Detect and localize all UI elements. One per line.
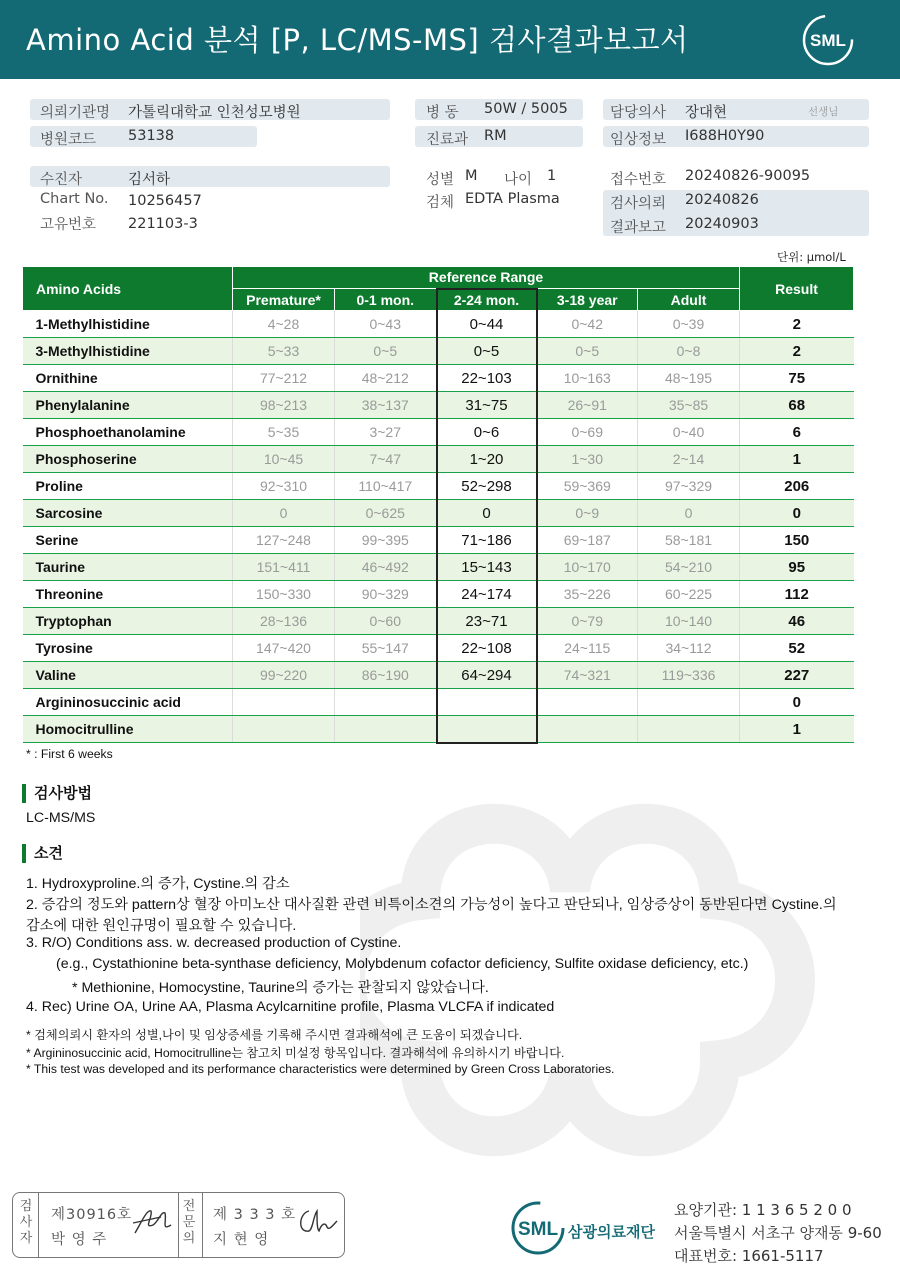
specimen-value: EDTA Plasma	[465, 191, 560, 207]
range-cell-highlight: 71~186	[437, 527, 537, 554]
table-row	[23, 554, 854, 581]
tester-name: 박 영 주	[51, 1232, 108, 1248]
dept-value: RM	[484, 128, 507, 144]
method-text: LC-MS/MS	[26, 810, 96, 826]
range-cell-highlight: 23~71	[437, 608, 537, 635]
range-cell: 92~310	[233, 473, 335, 500]
signature-divider	[178, 1193, 179, 1257]
specialist-name: 지 현 영	[213, 1232, 270, 1248]
finding-line: 2. 증감의 정도와 pattern상 혈장 아미노산 대사질환 관련 비특이소견의 가능성이 높다고 판단되나, 임상증상이 동반된다면 Cystine.의	[26, 897, 837, 913]
report-header	[0, 0, 900, 79]
range-cell: 127~248	[233, 527, 335, 554]
hospital-label: 의뢰기관명	[40, 105, 111, 121]
range-cell-highlight: 0~5	[437, 338, 537, 365]
range-cell: 0~79	[537, 608, 638, 635]
col-amino-acids: Amino Acids	[23, 267, 233, 311]
unique-value: 221103-3	[128, 216, 198, 232]
result-cell: 68	[740, 392, 854, 419]
result-cell: 0	[740, 689, 854, 716]
range-cell: 86~190	[335, 662, 437, 689]
range-cell-highlight: 52~298	[437, 473, 537, 500]
range-cell: 0~42	[537, 311, 638, 338]
range-cell: 48~195	[638, 365, 740, 392]
finding-line: (e.g., Cystathionine beta-synthase deficiency, Molybdenum cofactor deficiency, Sulfite oxidase deficiency, etc.)	[56, 956, 749, 972]
amino-name: Phosphoethanolamine	[23, 419, 233, 446]
result-cell: 1	[740, 446, 854, 473]
sex-value: M	[465, 168, 478, 184]
range-cell	[537, 689, 638, 716]
table-row	[23, 527, 854, 554]
request-value: 20240826	[685, 192, 759, 208]
range-cell: 35~226	[537, 581, 638, 608]
amino-name: Phosphoserine	[23, 446, 233, 473]
finding-line: 4. Rec) Urine OA, Urine AA, Plasma Acylcarnitine profile, Plasma VLCFA if indicated	[26, 999, 555, 1015]
result-cell: 150	[740, 527, 854, 554]
range-cell-highlight: 64~294	[437, 662, 537, 689]
result-cell: 95	[740, 554, 854, 581]
range-cell: 4~28	[233, 311, 335, 338]
range-cell: 147~420	[233, 635, 335, 662]
code-label: 병원코드	[40, 132, 97, 148]
hospital-value: 가톨릭대학교 인천성모병원	[128, 105, 301, 121]
amino-name: Argininosuccinic acid	[23, 689, 233, 716]
range-cell: 24~115	[537, 635, 638, 662]
range-cell-highlight: 15~143	[437, 554, 537, 581]
amino-name: Valine	[23, 662, 233, 689]
range-cell: 119~336	[638, 662, 740, 689]
table-row	[23, 635, 854, 662]
range-cell: 26~91	[537, 392, 638, 419]
table-row	[23, 365, 854, 392]
footer-address: 서울특별시 서초구 양재동 9-60	[674, 1224, 882, 1242]
note-line: * Argininosuccinic acid, Homocitrulline는 참고치 미설정 항목입니다. 결과해석에 유의하시기 바랍니다.	[26, 1046, 565, 1060]
doctor-label: 담당의사	[610, 105, 667, 121]
amino-name: Homocitrulline	[23, 716, 233, 743]
col-3-18year: 3-18 year	[537, 289, 638, 311]
range-cell: 48~212	[335, 365, 437, 392]
range-cell-highlight: 22~108	[437, 635, 537, 662]
footer-org-name: 삼광의료재단	[568, 1223, 655, 1241]
range-cell: 0~60	[335, 608, 437, 635]
range-cell: 35~85	[638, 392, 740, 419]
amino-name: Tryptophan	[23, 608, 233, 635]
tester-number: 제30916호	[51, 1207, 133, 1223]
finding-line: 1. Hydroxyproline.의 증가, Cystine.의 감소	[26, 876, 290, 892]
range-cell: 7~47	[335, 446, 437, 473]
range-cell: 34~112	[638, 635, 740, 662]
amino-name: Taurine	[23, 554, 233, 581]
table-row	[23, 689, 854, 716]
amino-acid-table	[22, 266, 854, 744]
range-cell	[233, 689, 335, 716]
range-cell: 3~27	[335, 419, 437, 446]
signature-divider	[38, 1193, 39, 1257]
range-cell	[638, 689, 740, 716]
result-cell: 52	[740, 635, 854, 662]
col-2-24mon: 2-24 mon.	[437, 289, 537, 311]
amino-name: Phenylalanine	[23, 392, 233, 419]
report-title: Amino Acid 분석 [P, LC/MS-MS] 검사결과보고서	[26, 23, 689, 57]
result-cell: 1	[740, 716, 854, 743]
report-date-value: 20240903	[685, 216, 759, 232]
table-row	[23, 419, 854, 446]
receipt-label: 접수번호	[610, 172, 667, 188]
result-cell: 112	[740, 581, 854, 608]
chart-label: Chart No.	[40, 191, 109, 207]
range-cell: 0~43	[335, 311, 437, 338]
table-row	[23, 338, 854, 365]
range-cell: 110~417	[335, 473, 437, 500]
range-cell: 46~492	[335, 554, 437, 581]
range-cell: 5~33	[233, 338, 335, 365]
footer-code: 요양기관: 1 1 3 6 5 2 0 0	[674, 1201, 852, 1219]
age-label: 나이	[504, 172, 533, 188]
result-cell: 46	[740, 608, 854, 635]
amino-name: Serine	[23, 527, 233, 554]
range-cell: 10~163	[537, 365, 638, 392]
range-cell-highlight: 22~103	[437, 365, 537, 392]
table-row	[23, 716, 854, 743]
result-cell: 2	[740, 311, 854, 338]
col-0-1mon: 0-1 mon.	[335, 289, 437, 311]
range-cell: 5~35	[233, 419, 335, 446]
range-cell: 0~9	[537, 500, 638, 527]
result-cell: 6	[740, 419, 854, 446]
amino-name: 1-Methylhistidine	[23, 311, 233, 338]
specialist-signature-icon	[293, 1203, 339, 1239]
unique-label: 고유번호	[40, 217, 97, 233]
amino-name: Ornithine	[23, 365, 233, 392]
range-cell: 0~5	[537, 338, 638, 365]
range-cell: 2~14	[638, 446, 740, 473]
doctor-suffix: 선생님	[808, 106, 839, 118]
range-cell-highlight: 0	[437, 500, 537, 527]
table-row	[23, 662, 854, 689]
range-cell: 0~5	[335, 338, 437, 365]
range-cell-highlight: 31~75	[437, 392, 537, 419]
col-premature: Premature*	[233, 289, 335, 311]
table-row	[23, 473, 854, 500]
range-cell: 55~147	[335, 635, 437, 662]
col-adult: Adult	[638, 289, 740, 311]
range-cell: 151~411	[233, 554, 335, 581]
note-line: * 검체의뢰시 환자의 성별,나이 및 임상증세를 기록해 주시면 결과해석에 큰 도움이 되겠습니다.	[26, 1028, 523, 1042]
table-row	[23, 608, 854, 635]
range-cell: 74~321	[537, 662, 638, 689]
finding-line: 3. R/O) Conditions ass. w. decreased production of Cystine.	[26, 935, 402, 951]
ward-label: 병 동	[426, 105, 459, 121]
range-cell: 38~137	[335, 392, 437, 419]
range-cell: 0~40	[638, 419, 740, 446]
range-cell	[537, 716, 638, 743]
range-cell: 77~212	[233, 365, 335, 392]
range-cell: 10~170	[537, 554, 638, 581]
table-row	[23, 581, 854, 608]
table-footnote: * : First 6 weeks	[26, 747, 113, 761]
range-cell: 59~369	[537, 473, 638, 500]
tester-signature-icon	[131, 1203, 177, 1239]
range-cell-highlight	[437, 716, 537, 743]
table-row	[23, 311, 854, 338]
unit-label: 단위: μmol/L	[777, 250, 846, 264]
range-cell: 0	[233, 500, 335, 527]
clinical-value: I688H0Y90	[685, 128, 765, 144]
receipt-value: 20240826-90095	[685, 168, 811, 184]
report-date-label: 결과보고	[610, 220, 667, 236]
range-cell: 0	[638, 500, 740, 527]
range-cell-highlight: 24~174	[437, 581, 537, 608]
range-cell: 0~625	[335, 500, 437, 527]
amino-name: Tyrosine	[23, 635, 233, 662]
range-cell: 0~69	[537, 419, 638, 446]
findings-heading: 소견	[22, 844, 63, 863]
range-cell: 28~136	[233, 608, 335, 635]
result-cell: 227	[740, 662, 854, 689]
range-cell: 10~140	[638, 608, 740, 635]
range-cell: 1~30	[537, 446, 638, 473]
col-result: Result	[740, 267, 854, 311]
code-value: 53138	[128, 128, 175, 144]
amino-name: 3-Methylhistidine	[23, 338, 233, 365]
range-cell	[233, 716, 335, 743]
range-cell-highlight: 0~6	[437, 419, 537, 446]
clinical-label: 임상정보	[610, 132, 667, 148]
table-row	[23, 500, 854, 527]
range-cell: 60~225	[638, 581, 740, 608]
range-cell: 150~330	[233, 581, 335, 608]
range-cell: 90~329	[335, 581, 437, 608]
specialist-label: 전문의	[182, 1199, 196, 1246]
svg-text:SML: SML	[517, 1219, 559, 1240]
method-heading: 검사방법	[22, 784, 92, 803]
range-cell	[638, 716, 740, 743]
chart-value: 10256457	[128, 193, 202, 209]
patient-label: 수진자	[40, 172, 83, 188]
result-cell: 75	[740, 365, 854, 392]
range-cell	[335, 689, 437, 716]
request-label: 검사의뢰	[610, 196, 667, 212]
range-cell: 0~8	[638, 338, 740, 365]
dept-label: 진료과	[426, 132, 469, 148]
signature-box	[12, 1192, 345, 1258]
amino-name: Sarcosine	[23, 500, 233, 527]
range-cell-highlight: 0~44	[437, 311, 537, 338]
range-cell-highlight: 1~20	[437, 446, 537, 473]
col-reference-range: Reference Range	[233, 267, 740, 289]
signature-divider	[202, 1193, 203, 1257]
doctor-value: 장대현	[685, 105, 728, 121]
pill-patient	[30, 166, 390, 187]
finding-line: * Methionine, Homocystine, Taurine의 증가는 관찰되지 않았습니다.	[72, 980, 489, 996]
ward-value: 50W / 5005	[484, 101, 568, 117]
age-value: 1	[547, 168, 557, 184]
table-row	[23, 446, 854, 473]
table-row	[23, 392, 854, 419]
sex-label: 성별	[426, 172, 455, 188]
amino-name: Threonine	[23, 581, 233, 608]
range-cell: 58~181	[638, 527, 740, 554]
range-cell: 0~39	[638, 311, 740, 338]
range-cell: 54~210	[638, 554, 740, 581]
range-cell	[335, 716, 437, 743]
patient-value: 김서하	[128, 172, 171, 188]
result-cell: 206	[740, 473, 854, 500]
specimen-label: 검체	[426, 195, 455, 211]
range-cell: 97~329	[638, 473, 740, 500]
tester-label: 검사자	[19, 1199, 33, 1246]
range-cell: 99~220	[233, 662, 335, 689]
range-cell: 99~395	[335, 527, 437, 554]
range-cell: 10~45	[233, 446, 335, 473]
range-cell: 98~213	[233, 392, 335, 419]
footer-phone: 대표번호: 1661-5117	[674, 1247, 824, 1265]
result-cell: 0	[740, 500, 854, 527]
range-cell: 69~187	[537, 527, 638, 554]
note-line: * This test was developed and its performance characteristics were determined by Green Cross Laboratories.	[26, 1062, 615, 1076]
finding-line: 감소에 대한 원인규명이 필요할 수 있습니다.	[26, 918, 297, 934]
svg-text:SML: SML	[810, 31, 846, 50]
specialist-number: 제 3 3 3 호	[213, 1207, 297, 1223]
amino-name: Proline	[23, 473, 233, 500]
range-cell-highlight	[437, 689, 537, 716]
sml-logo-icon	[802, 14, 854, 66]
result-cell: 2	[740, 338, 854, 365]
footer-logo-icon	[510, 1200, 566, 1256]
